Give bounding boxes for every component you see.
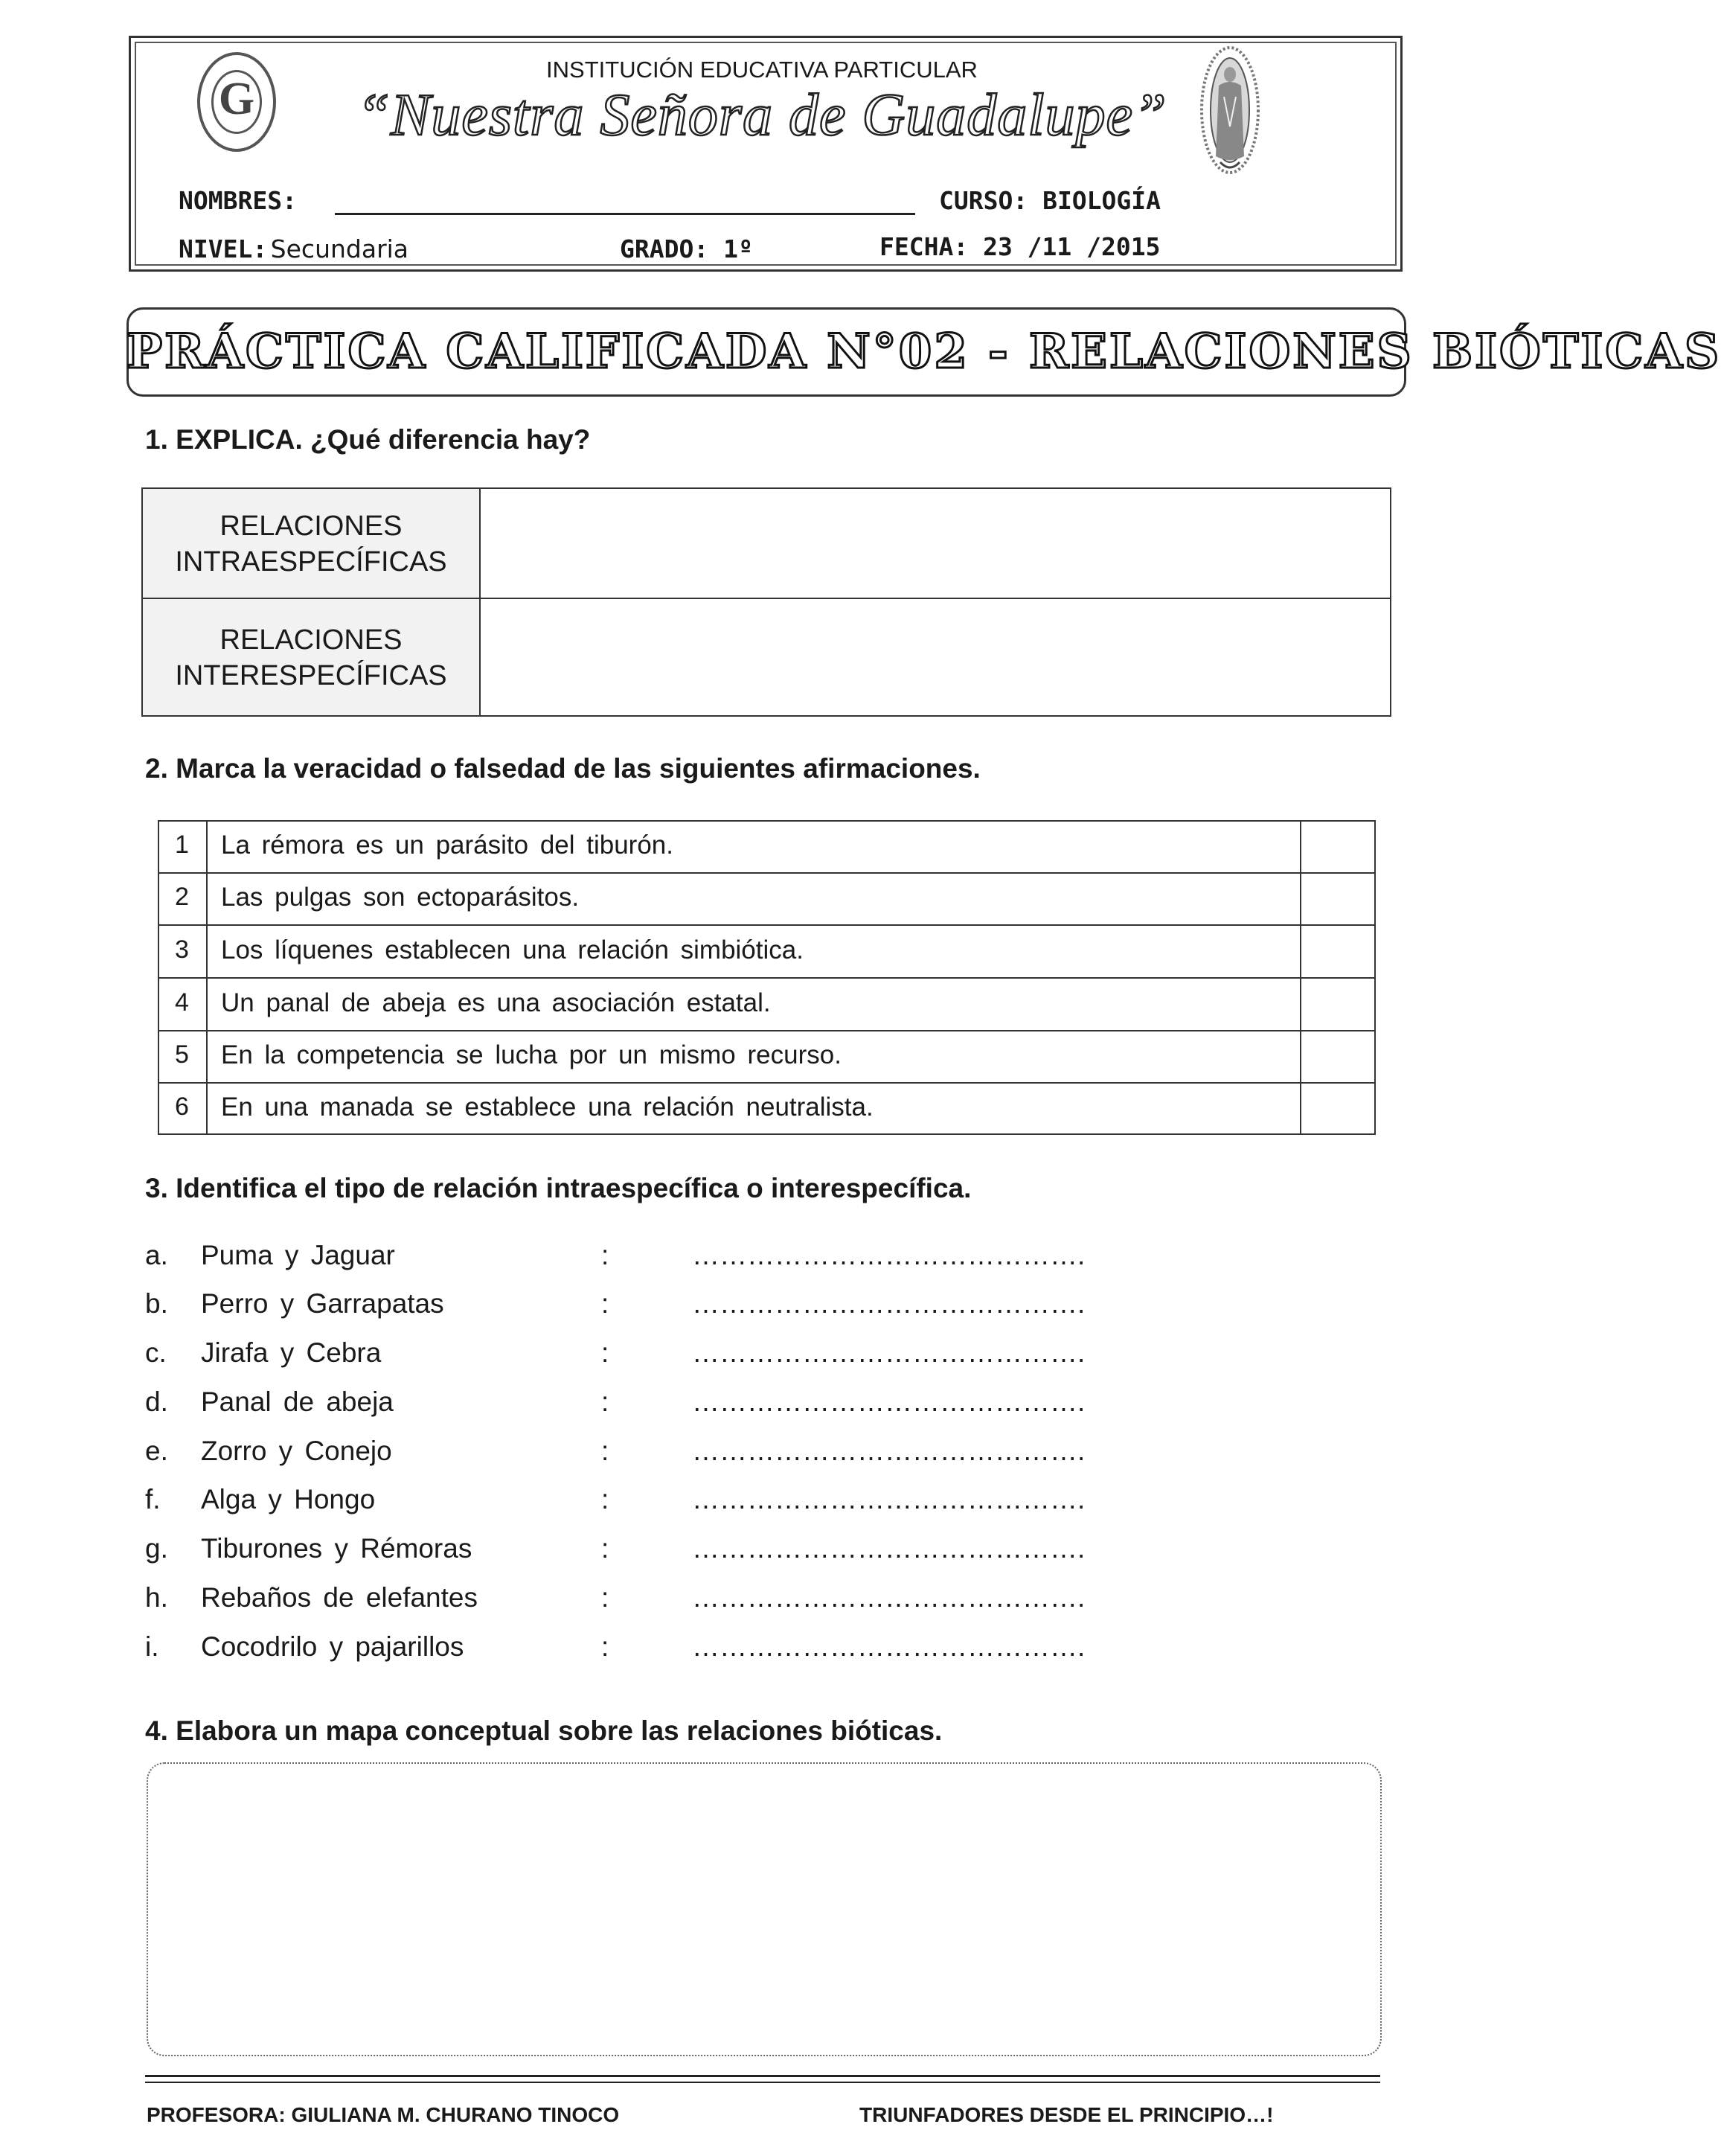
list-item-letter: f.: [145, 1484, 161, 1514]
question-4-prompt: 4. Elabora un mapa conceptual sobre las relaciones bióticas.: [145, 1715, 943, 1746]
answer-box[interactable]: [1302, 1084, 1374, 1133]
list-item-text: Rebaños de elefantes: [201, 1582, 478, 1613]
statement-number: 2: [175, 883, 189, 911]
school-name: “Nuestra Señora de Guadalupe”: [356, 83, 1167, 148]
list-item-text: Puma y Jaguar: [201, 1240, 395, 1270]
label-interspecific: [141, 622, 481, 694]
grado-label: GRADO: 1º: [620, 234, 753, 263]
nivel-value: Secundaria: [270, 234, 409, 263]
table-divider: [158, 924, 1376, 926]
label-intraspecific: [141, 508, 481, 580]
list-item-colon: :: [601, 1240, 609, 1270]
footer-rule: [145, 2075, 1380, 2077]
statement-number: 1: [175, 831, 189, 859]
table-divider: [158, 872, 1376, 874]
answer-box[interactable]: [1302, 874, 1374, 924]
list-item-colon: :: [601, 1484, 609, 1514]
list-item-letter: i.: [145, 1631, 159, 1662]
answer-blank[interactable]: …………………………………….: [692, 1288, 1086, 1319]
answer-blank[interactable]: …………………………………….: [692, 1631, 1086, 1662]
list-item-text: Tiburones y Rémoras: [201, 1533, 472, 1564]
list-item-letter: g.: [145, 1533, 168, 1564]
statement-text: Un panal de abeja es una asociación estatal.: [221, 988, 771, 1017]
statement-text: En una manada se establece una relación neutralista.: [221, 1093, 874, 1122]
statement-text: En la competencia se lucha por un mismo recurso.: [221, 1040, 842, 1069]
fecha-label: FECHA: 23 /11 /2015: [879, 232, 1161, 261]
page-title: PRÁCTICA CALIFICADA N°02 - RELACIONES BIÓTICAS: [126, 324, 1721, 380]
answer-box[interactable]: [1302, 926, 1374, 976]
list-item-text: Jirafa y Cebra: [201, 1337, 382, 1368]
footer-motto: TRIUNFADORES DESDE EL PRINCIPIO…!: [859, 2103, 1274, 2126]
nivel-label: NIVEL:: [179, 234, 268, 263]
answer-cell-interspecific[interactable]: [482, 599, 1390, 715]
question-1-prompt: 1. EXPLICA. ¿Qué diferencia hay?: [145, 424, 591, 455]
statement-text: Las pulgas son ectoparásitos.: [221, 883, 580, 912]
list-item-colon: :: [601, 1337, 609, 1368]
statement-text: Los líquenes establecen una relación simbiótica.: [221, 935, 804, 965]
list-item-letter: b.: [145, 1288, 168, 1319]
answer-box[interactable]: [1302, 979, 1374, 1029]
answer-blank[interactable]: …………………………………….: [692, 1337, 1086, 1368]
list-item-letter: e.: [145, 1436, 168, 1466]
answer-blank[interactable]: …………………………………….: [692, 1436, 1086, 1466]
list-item-text: Perro y Garrapatas: [201, 1288, 444, 1319]
question-3-prompt: 3. Identifica el tipo de relación intraespecífica o interespecífica.: [145, 1173, 972, 1203]
institution-label: INSTITUCIÓN EDUCATIVA PARTICULAR: [546, 57, 978, 83]
answer-blank[interactable]: …………………………………….: [692, 1240, 1086, 1270]
list-item-letter: h.: [145, 1582, 168, 1613]
statement-text: La rémora es un parásito del tiburón.: [221, 831, 673, 860]
label-line: RELACIONES: [219, 624, 403, 656]
list-item-colon: :: [601, 1631, 609, 1662]
list-item-text: Panal de abeja: [201, 1386, 394, 1417]
statement-number: 3: [175, 935, 189, 964]
statement-number: 6: [175, 1093, 189, 1121]
answer-blank[interactable]: …………………………………….: [692, 1386, 1086, 1417]
table-divider: [158, 977, 1376, 979]
label-line: RELACIONES: [219, 511, 403, 542]
concept-map-area[interactable]: [147, 1762, 1382, 2056]
table-divider: [158, 1030, 1376, 1031]
statement-number: 4: [175, 988, 189, 1017]
label-line: INTRAESPECÍFICAS: [175, 546, 447, 578]
list-item-letter: c.: [145, 1337, 167, 1368]
answer-box[interactable]: [1302, 822, 1374, 871]
nombres-blank-line[interactable]: [335, 213, 915, 215]
list-item-letter: d.: [145, 1386, 168, 1417]
teacher-name: PROFESORA: GIULIANA M. CHURANO TINOCO: [147, 2103, 620, 2126]
list-item-colon: :: [601, 1533, 609, 1564]
answer-blank[interactable]: …………………………………….: [692, 1533, 1086, 1564]
nombres-label: NOMBRES:: [179, 186, 297, 215]
list-item-colon: :: [601, 1582, 609, 1613]
list-item-text: Cocodrilo y pajarillos: [201, 1631, 464, 1662]
answer-box[interactable]: [1302, 1031, 1374, 1081]
curso-label: CURSO: BIOLOGÍA: [939, 186, 1161, 215]
list-item-colon: :: [601, 1386, 609, 1417]
list-item-colon: :: [601, 1288, 609, 1319]
list-item-text: Zorro y Conejo: [201, 1436, 392, 1466]
answer-blank[interactable]: …………………………………….: [692, 1484, 1086, 1514]
question-2-prompt: 2. Marca la veracidad o falsedad de las siguientes afirmaciones.: [145, 753, 981, 784]
answer-blank[interactable]: …………………………………….: [692, 1582, 1086, 1613]
label-line: INTERESPECÍFICAS: [175, 660, 447, 691]
list-item-colon: :: [601, 1436, 609, 1466]
table-divider: [158, 1082, 1376, 1084]
footer-rule: [145, 2082, 1380, 2083]
answer-cell-intraspecific[interactable]: [482, 489, 1390, 597]
nivel-field: [179, 234, 408, 263]
statement-number: 5: [175, 1040, 189, 1069]
list-item-letter: a.: [145, 1240, 168, 1270]
school-logo-letter: G: [218, 74, 255, 124]
list-item-text: Alga y Hongo: [201, 1484, 376, 1514]
